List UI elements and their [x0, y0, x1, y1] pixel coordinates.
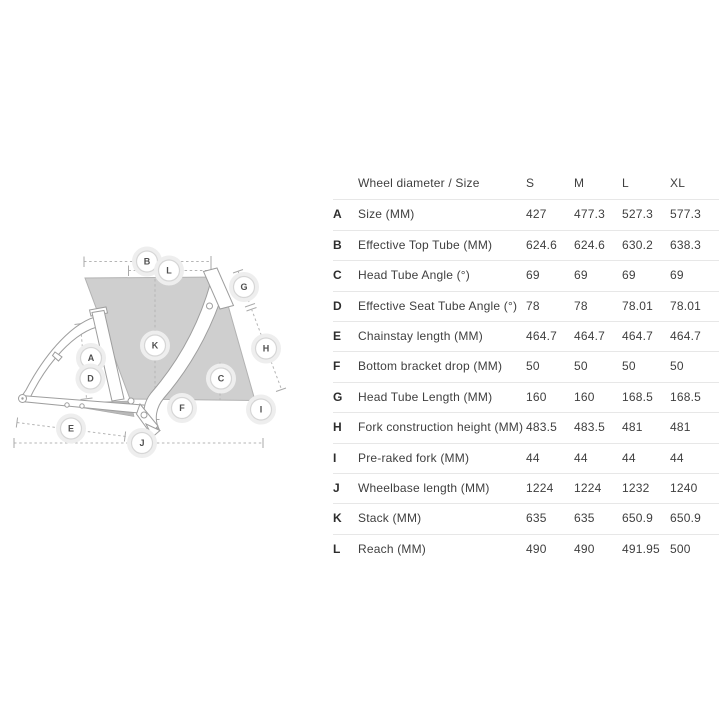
table-row	[333, 504, 719, 534]
row-value: 44	[622, 450, 636, 465]
row-value: 464.7	[670, 328, 702, 343]
row-letter: B	[333, 237, 342, 252]
row-value: 69	[670, 268, 684, 283]
row-value: 50	[622, 359, 636, 374]
row-value: 44	[670, 450, 684, 465]
svg-text:B: B	[143, 256, 151, 267]
row-label: Size (MM)	[358, 207, 415, 222]
row-value: 624.6	[526, 237, 558, 252]
row-value: 160	[574, 389, 595, 404]
row-value: 491.95	[622, 541, 660, 556]
marker-f	[169, 395, 195, 421]
row-label: Head Tube Length (MM)	[358, 389, 493, 404]
row-value: 500	[670, 541, 691, 556]
row-letter: J	[333, 480, 340, 495]
row-value: 160	[526, 389, 547, 404]
row-letter: F	[333, 359, 341, 374]
row-letter: G	[333, 389, 343, 404]
row-value: 1224	[526, 480, 554, 495]
row-label: Effective Seat Tube Angle (°)	[358, 298, 518, 313]
table-row	[333, 231, 719, 261]
svg-text:I: I	[259, 404, 263, 415]
row-label: Effective Top Tube (MM)	[358, 237, 493, 252]
svg-text:E: E	[67, 423, 75, 434]
row-letter: I	[333, 450, 337, 465]
row-label: Head Tube Angle (°)	[358, 268, 470, 283]
svg-text:F: F	[179, 403, 185, 414]
row-letter: E	[333, 328, 342, 343]
column-header-xl: XL	[670, 176, 686, 190]
row-value: 78.01	[622, 298, 654, 313]
row-value: 490	[574, 541, 595, 556]
row-letter: L	[333, 541, 341, 556]
table-row	[333, 352, 719, 382]
svg-text:J: J	[139, 438, 145, 449]
row-value: 630.2	[622, 237, 654, 252]
marker-k	[142, 333, 168, 359]
row-value: 168.5	[670, 389, 702, 404]
table-header-label: Wheel diameter / Size	[358, 176, 480, 190]
row-value: 50	[574, 359, 588, 374]
row-value: 78.01	[670, 298, 702, 313]
svg-text:K: K	[151, 340, 159, 351]
table-header-row	[333, 171, 719, 200]
row-value: 481	[670, 420, 691, 435]
row-letter: C	[333, 268, 342, 283]
row-value: 481	[622, 420, 643, 435]
row-value: 650.9	[622, 511, 654, 526]
row-value: 168.5	[622, 389, 654, 404]
row-letter: K	[333, 511, 342, 526]
table-row	[333, 535, 719, 564]
row-value: 78	[526, 298, 540, 313]
row-value: 577.3	[670, 207, 702, 222]
row-value: 650.9	[670, 511, 702, 526]
row-value: 638.3	[670, 237, 702, 252]
row-value: 624.6	[574, 237, 606, 252]
row-value: 50	[526, 359, 540, 374]
row-label: Stack (MM)	[358, 511, 422, 526]
row-value: 50	[670, 359, 684, 374]
row-value: 635	[574, 511, 595, 526]
spec-table-body	[333, 200, 719, 564]
marker-j	[129, 430, 155, 456]
svg-text:G: G	[240, 282, 248, 293]
row-label: Pre-raked fork (MM)	[358, 450, 470, 465]
svg-text:H: H	[262, 343, 270, 354]
geometry-table	[333, 171, 719, 564]
row-label: Chainstay length (MM)	[358, 328, 483, 343]
row-value: 69	[526, 268, 540, 283]
row-letter: A	[333, 207, 342, 222]
svg-text:A: A	[87, 353, 95, 364]
table-row	[333, 383, 719, 413]
row-value: 427	[526, 207, 547, 222]
marker-l	[156, 258, 182, 284]
row-value: 490	[526, 541, 547, 556]
row-value: 44	[574, 450, 588, 465]
frame-geometry-diagram	[0, 235, 320, 465]
marker-h	[253, 336, 279, 362]
row-value: 44	[526, 450, 540, 465]
row-value: 69	[574, 268, 588, 283]
column-header-l: L	[622, 176, 629, 190]
row-label: Fork construction height (MM)	[358, 420, 524, 435]
row-letter: D	[333, 298, 342, 313]
table-row	[333, 200, 719, 230]
column-header-s: S	[526, 176, 535, 190]
table-row	[333, 322, 719, 352]
table-row	[333, 474, 719, 504]
column-header-m: M	[574, 176, 585, 190]
row-label: Reach (MM)	[358, 541, 427, 556]
row-value: 483.5	[574, 420, 606, 435]
row-value: 483.5	[526, 420, 558, 435]
row-value: 527.3	[622, 207, 654, 222]
row-value: 477.3	[574, 207, 606, 222]
svg-text:C: C	[217, 373, 225, 384]
row-value: 464.7	[574, 328, 606, 343]
row-value: 69	[622, 268, 636, 283]
svg-text:L: L	[166, 265, 172, 276]
row-letter: H	[333, 420, 342, 435]
row-value: 78	[574, 298, 588, 313]
row-value: 464.7	[622, 328, 654, 343]
table-row	[333, 444, 719, 474]
row-label: Bottom bracket drop (MM)	[358, 359, 503, 374]
svg-text:D: D	[87, 373, 94, 384]
marker-c	[208, 366, 234, 392]
marker-e	[58, 416, 84, 442]
row-value: 635	[526, 511, 547, 526]
marker-i	[248, 397, 274, 423]
row-value: 1224	[574, 480, 602, 495]
row-value: 464.7	[526, 328, 558, 343]
marker-g	[231, 274, 257, 300]
marker-d	[78, 366, 104, 392]
row-value: 1240	[670, 480, 698, 495]
table-row	[333, 413, 719, 443]
table-row	[333, 261, 719, 291]
table-row	[333, 292, 719, 322]
row-value: 1232	[622, 480, 650, 495]
row-label: Wheelbase length (MM)	[358, 480, 490, 495]
